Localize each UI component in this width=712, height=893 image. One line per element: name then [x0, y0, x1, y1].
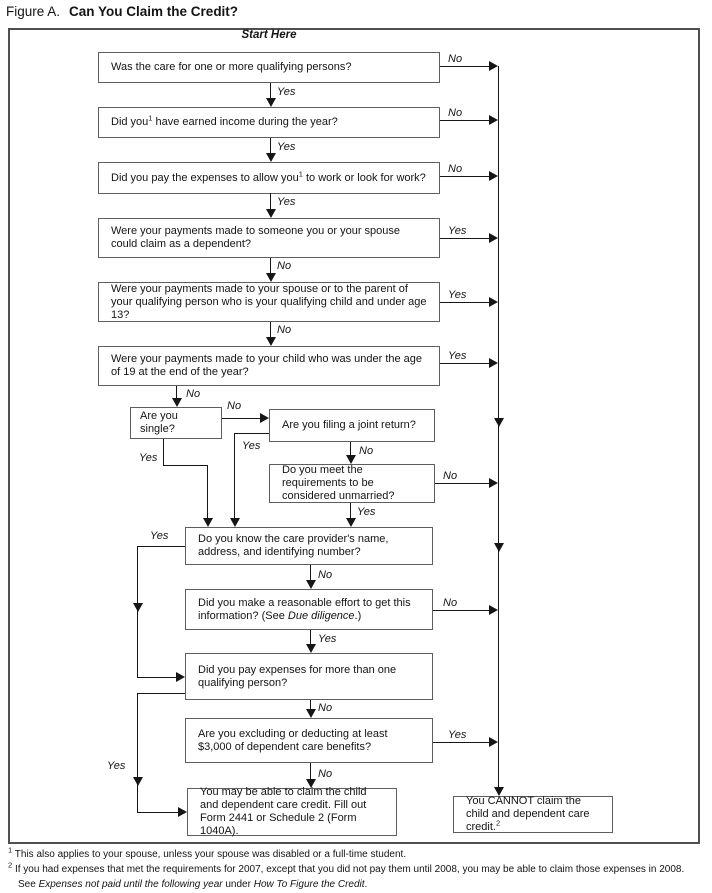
edge-label-no: No	[318, 569, 333, 581]
connector-line-vertical	[234, 433, 235, 518]
arrowhead-down-icon	[494, 543, 504, 552]
arrowhead-right-icon	[489, 297, 498, 307]
question-provider-info	[185, 527, 433, 565]
question-text: Are you filing a joint return?	[282, 419, 416, 431]
footnote-ref-1: 1	[148, 113, 153, 123]
arrowhead-right-icon	[489, 478, 498, 488]
connector-line-horizontal	[433, 610, 490, 611]
question-text: Was the care for one or more qualifying persons?	[111, 61, 352, 73]
arrowhead-right-icon	[489, 233, 498, 243]
edge-label-yes: Yes	[448, 350, 467, 362]
arrowhead-down-icon	[230, 518, 240, 527]
question-text-part: Did you	[111, 116, 149, 128]
connector-line-horizontal	[435, 483, 490, 484]
connector-line-vertical	[137, 693, 138, 812]
question-payments-child-under-19	[98, 346, 440, 386]
connector-line-horizontal	[137, 812, 179, 813]
arrowhead-down-icon	[203, 518, 213, 527]
arrowhead-right-icon	[260, 413, 269, 423]
figure-label: Figure A.	[6, 4, 61, 19]
edge-label-yes: Yes	[357, 506, 376, 518]
edge-label-no: No	[359, 445, 374, 457]
question-text: Do you meet the requirements to be considered unmarried?	[282, 464, 395, 502]
connector-line-horizontal	[440, 363, 490, 364]
edge-label-no: No	[448, 107, 463, 119]
question-text: Were your payments made to your child who was under the age of 19 at the end of the year?	[111, 353, 423, 378]
arrowhead-down-icon	[346, 518, 356, 527]
connector-line-horizontal	[440, 120, 490, 121]
question-earned-income	[98, 107, 440, 138]
question-text: Were your payments made to someone you or your spouse could claim as a dependent?	[111, 225, 401, 250]
arrowhead-down-icon	[494, 418, 504, 427]
arrowhead-right-icon	[489, 605, 498, 615]
footnote-text-part: .	[364, 879, 368, 890]
result-cannot-claim	[453, 796, 613, 833]
question-text: Were your payments made to your spouse or to the parent of your qualifying person who is your qualifying child and under age 13?	[111, 282, 427, 321]
edge-label-yes: Yes	[242, 440, 261, 452]
footnote-text-part: If you had expenses that met the requirements for 2007, except that you did not pay them until 2008, you may be able to claim those expenses in 2008. See	[14, 864, 685, 890]
question-text	[111, 168, 426, 185]
question-expenses-to-work	[98, 162, 440, 194]
footnote-ref-2: 2	[495, 818, 501, 828]
edge-label-yes: Yes	[150, 530, 169, 542]
edge-label-no: No	[443, 597, 458, 609]
connector-line-vertical	[310, 763, 311, 780]
footnote-text-italic: Expenses not paid until the following year	[38, 879, 223, 890]
edge-label-yes: Yes	[318, 633, 337, 645]
edge-label-yes: Yes	[277, 196, 296, 208]
footnote-text-italic: How To Figure the Credit	[253, 879, 365, 890]
question-text	[198, 597, 420, 623]
question-text-part: to work or look for work?	[302, 171, 426, 184]
question-text: Did you pay expenses for more than one qualifying person?	[198, 663, 397, 689]
edge-label-no: No	[277, 260, 292, 272]
connector-line-vertical	[207, 465, 208, 518]
arrowhead-right-icon	[489, 737, 498, 747]
connector-line-horizontal	[137, 546, 185, 547]
arrowhead-down-icon	[266, 209, 276, 218]
question-text-italic: Due diligence	[287, 609, 355, 622]
edge-label-no: No	[186, 388, 201, 400]
arrowhead-down-icon	[494, 787, 504, 796]
result-may-claim	[187, 788, 397, 836]
connector-line-horizontal	[440, 302, 490, 303]
start-here-label: Start Here	[241, 29, 297, 41]
question-multiple-persons	[185, 653, 433, 700]
connector-line-vertical	[163, 439, 164, 466]
result-text: You may be able to claim the child and dependent care credit. Fill out Form 2441 or Schedule 2 (Form 1040A).	[200, 786, 367, 837]
edge-label-no: No	[227, 400, 242, 412]
question-text: Are you single?	[140, 410, 178, 435]
connector-line-horizontal	[440, 176, 490, 177]
footnote-marker: 2	[8, 860, 13, 870]
arrowhead-down-icon	[266, 153, 276, 162]
edge-label-yes: Yes	[277, 86, 296, 98]
footnote-marker: 1	[8, 845, 13, 855]
connector-line-horizontal	[163, 465, 208, 466]
question-single	[130, 407, 222, 439]
connector-line-vertical	[270, 258, 271, 274]
connector-line-vertical	[270, 193, 271, 210]
arrowhead-down-icon	[306, 644, 316, 653]
connector-line-horizontal	[222, 418, 261, 419]
footnote-2	[8, 862, 704, 892]
question-text-part: Did you make a reasonable effort to get this information? (See	[198, 596, 411, 622]
footnote-text-part: under	[222, 879, 254, 890]
edge-label-no: No	[448, 163, 463, 175]
question-payments-dependent	[98, 218, 440, 258]
figure-heading: Can You Claim the Credit?	[69, 4, 239, 19]
result-text	[466, 795, 600, 834]
arrowhead-down-icon	[306, 709, 316, 718]
edge-label-yes: Yes	[448, 729, 467, 741]
question-qualifying-persons	[98, 52, 440, 83]
arrowhead-down-icon	[133, 777, 143, 786]
connector-line-vertical	[350, 442, 351, 456]
connector-line-vertical	[270, 83, 271, 99]
question-text: Are you excluding or deducting at least $3,000 of dependent care benefits?	[198, 727, 388, 753]
question-text-part: Did you pay the expenses to allow you	[111, 171, 299, 184]
arrowhead-down-icon	[346, 455, 356, 464]
arrowhead-down-icon	[133, 603, 143, 612]
connector-line-vertical	[270, 322, 271, 338]
edge-label-yes: Yes	[448, 289, 467, 301]
arrowhead-down-icon	[306, 779, 316, 788]
connector-line-horizontal	[440, 238, 490, 239]
edge-label-yes: Yes	[448, 225, 467, 237]
arrowhead-right-icon	[489, 61, 498, 71]
edge-label-no: No	[443, 470, 458, 482]
footnote-text: This also applies to your spouse, unless your spouse was disabled or a full-time student.	[14, 849, 407, 860]
arrowhead-down-icon	[172, 398, 182, 407]
connector-line-horizontal	[440, 66, 490, 67]
connector-line-horizontal	[433, 742, 490, 743]
question-joint-return	[269, 409, 435, 442]
question-payments-spouse-parent	[98, 282, 440, 322]
connector-line-vertical	[270, 138, 271, 154]
connector-line-horizontal	[137, 693, 185, 694]
arrowhead-down-icon	[266, 337, 276, 346]
edge-label-no: No	[448, 53, 463, 65]
edge-label-no: No	[318, 702, 333, 714]
figure-title	[6, 4, 238, 19]
connector-line-vertical	[310, 565, 311, 581]
edge-label-no: No	[277, 324, 292, 336]
arrowhead-down-icon	[266, 98, 276, 107]
arrowhead-right-icon	[489, 171, 498, 181]
footnote-ref-1: 1	[298, 168, 303, 178]
arrowhead-down-icon	[266, 273, 276, 282]
edge-label-yes: Yes	[107, 760, 126, 772]
edge-label-yes: Yes	[139, 452, 158, 464]
connector-line-vertical	[498, 66, 499, 788]
question-text	[111, 113, 338, 129]
connector-line-horizontal	[137, 677, 177, 678]
footnote-1	[8, 847, 704, 862]
edge-label-yes: Yes	[277, 141, 296, 153]
arrowhead-right-icon	[178, 807, 187, 817]
question-text-part: have earned income during the year?	[152, 116, 338, 128]
arrowhead-right-icon	[176, 672, 185, 682]
connector-line-horizontal	[234, 433, 269, 434]
question-dependent-care-benefits	[185, 718, 433, 763]
connector-line-vertical	[350, 503, 351, 519]
question-text-part: .)	[354, 609, 362, 622]
arrowhead-down-icon	[306, 580, 316, 589]
connector-line-vertical	[310, 630, 311, 645]
question-text: Do you know the care provider's name, address, and identifying number?	[198, 533, 389, 558]
arrowhead-right-icon	[489, 115, 498, 125]
result-text-part: You CANNOT claim the child and dependent care credit.	[466, 795, 590, 833]
edge-label-no: No	[318, 768, 333, 780]
arrowhead-right-icon	[489, 358, 498, 368]
question-due-diligence	[185, 589, 433, 630]
question-considered-unmarried	[269, 464, 435, 503]
